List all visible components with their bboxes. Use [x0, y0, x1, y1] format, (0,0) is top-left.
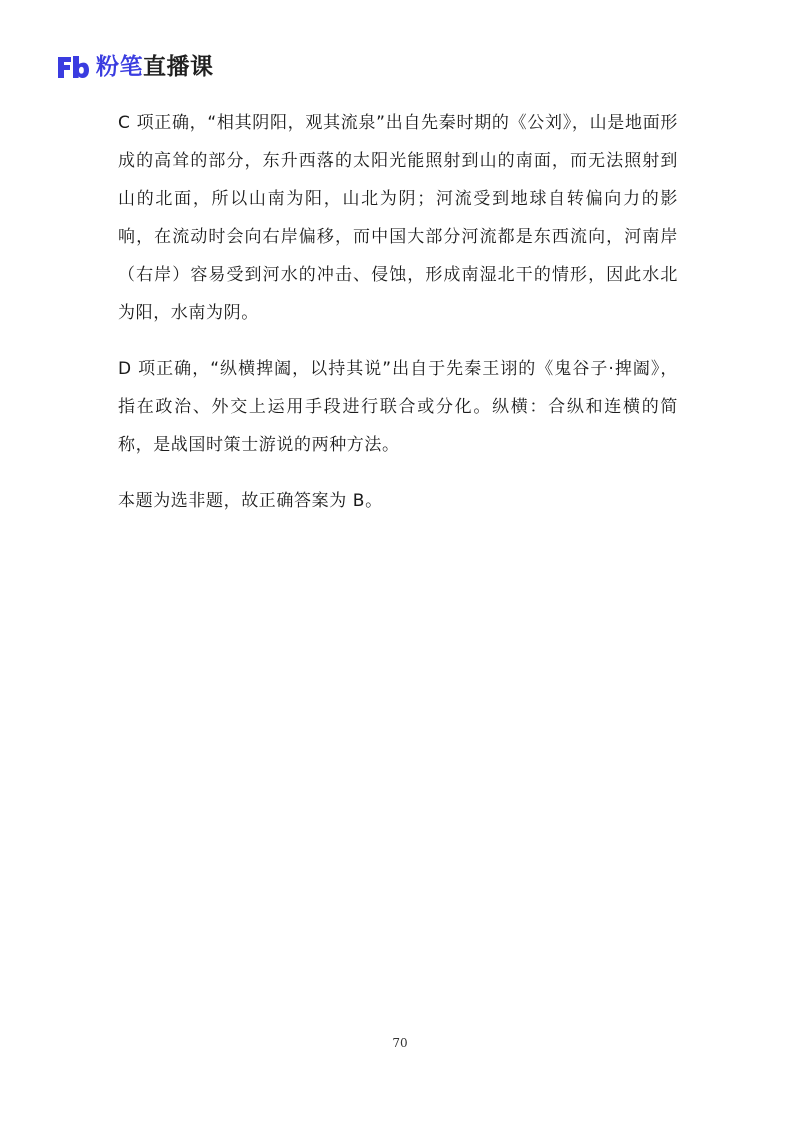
- answer-explanation: [118, 104, 678, 538]
- paragraph-conclusion: 本题为选非题，故正确答案为 B。: [118, 491, 383, 511]
- brand-name-highlight: 粉笔: [96, 54, 143, 80]
- paragraph-option-c: C 项正确，“相其阴阳，观其流泉”出自先秦时期的《公刘》，山是地面形成的高耸的部分，东升西落的太阳光能照射到山的南面，而无法照射到山的北面，所以山南为阳，山北为阴；河流受到地球自转偏向力的影响，在流动时会向右岸偏移，而中国大部分河流都是东西流向，河南岸（右岸）容易受到河水的冲击、侵蚀，形成南湿北干的情形，因此水北为阳，水南为阴。: [118, 113, 678, 323]
- brand-name: [96, 52, 214, 82]
- page-number: 70: [392, 1036, 408, 1050]
- fb-logo-icon: [56, 54, 90, 80]
- page-header: [56, 52, 214, 82]
- brand-name-rest: 直播课: [143, 54, 214, 80]
- paragraph-option-d: D 项正确，“纵横捭阖，以持其说”出自于先秦王诩的《鬼谷子·捭阖》，指在政治、外交上运用手段进行联合或分化。纵横：合纵和连横的简称，是战国时策士游说的两种方法。: [118, 359, 678, 455]
